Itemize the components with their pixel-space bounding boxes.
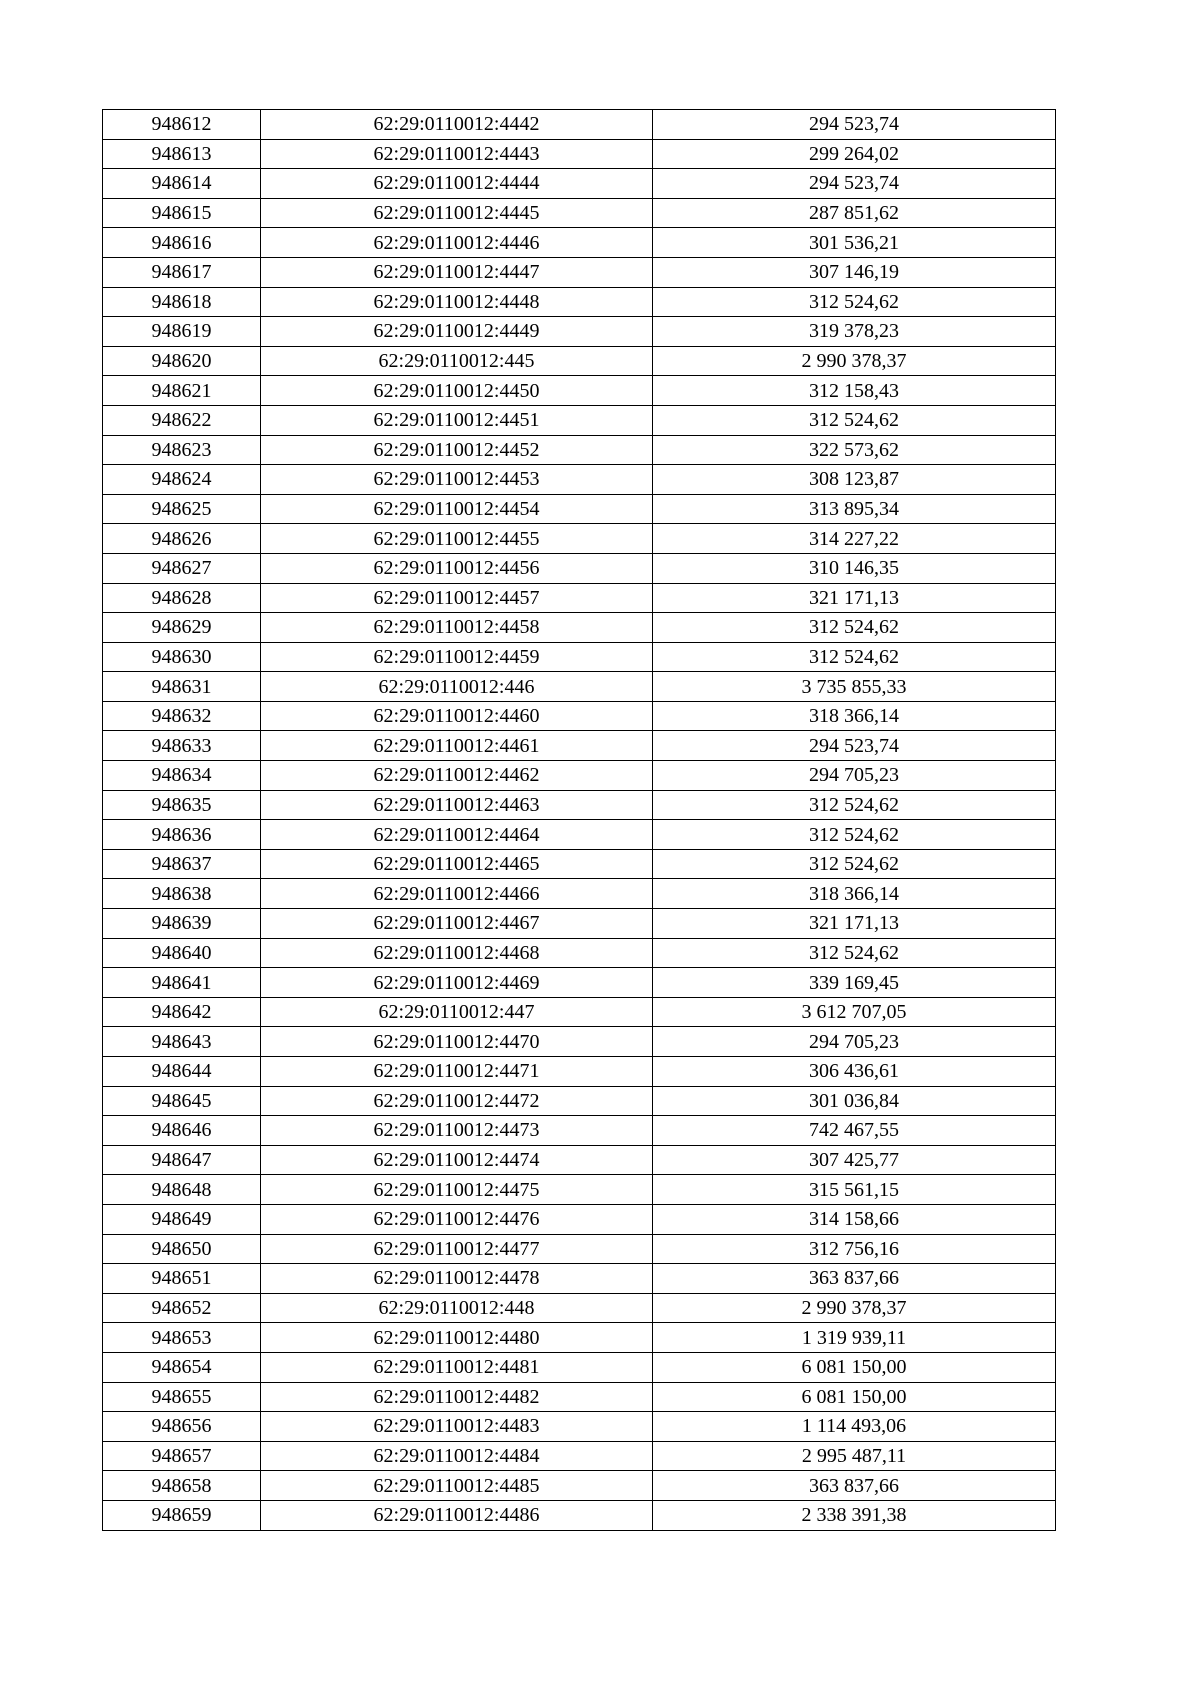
row-number-cell: 948623: [103, 435, 261, 465]
table-row: [103, 820, 1056, 850]
cadastral-value-cell: 312 524,62: [653, 849, 1056, 879]
row-number-cell: 948638: [103, 879, 261, 909]
cadastral-number-cell: 62:29:0110012:4464: [261, 820, 653, 850]
cadastral-number-cell: 62:29:0110012:4475: [261, 1175, 653, 1205]
table-row: [103, 672, 1056, 702]
table-row: [103, 435, 1056, 465]
table-row: [103, 494, 1056, 524]
cadastral-value-cell: 294 523,74: [653, 110, 1056, 140]
row-number-cell: 948617: [103, 257, 261, 287]
table-row: [103, 1323, 1056, 1353]
table-row: [103, 909, 1056, 939]
cadastral-number-cell: 62:29:0110012:4448: [261, 287, 653, 317]
table-row: [103, 169, 1056, 199]
cadastral-number-cell: 62:29:0110012:4476: [261, 1204, 653, 1234]
cadastral-value-cell: 294 523,74: [653, 169, 1056, 199]
table-row: [103, 376, 1056, 406]
cadastral-number-cell: 62:29:0110012:4471: [261, 1057, 653, 1087]
cadastral-value-cell: 301 036,84: [653, 1086, 1056, 1116]
row-number-cell: 948620: [103, 346, 261, 376]
cadastral-value-cell: 313 895,34: [653, 494, 1056, 524]
cadastral-number-cell: 62:29:0110012:4460: [261, 701, 653, 731]
cadastral-value-cell: 2 338 391,38: [653, 1500, 1056, 1530]
row-number-cell: 948652: [103, 1293, 261, 1323]
table-row: [103, 642, 1056, 672]
cadastral-value-cell: 314 158,66: [653, 1204, 1056, 1234]
cadastral-number-cell: 62:29:0110012:4443: [261, 139, 653, 169]
cadastral-number-cell: 62:29:0110012:446: [261, 672, 653, 702]
cadastral-value-cell: 301 536,21: [653, 228, 1056, 258]
row-number-cell: 948648: [103, 1175, 261, 1205]
cadastral-number-cell: 62:29:0110012:4472: [261, 1086, 653, 1116]
table-row: [103, 1471, 1056, 1501]
cadastral-value-cell: 321 171,13: [653, 583, 1056, 613]
cadastral-number-cell: 62:29:0110012:445: [261, 346, 653, 376]
cadastral-number-cell: 62:29:0110012:4451: [261, 405, 653, 435]
cadastral-value-cell: 3 735 855,33: [653, 672, 1056, 702]
cadastral-number-cell: 62:29:0110012:4445: [261, 198, 653, 228]
table-row: [103, 1175, 1056, 1205]
cadastral-value-table: [102, 109, 1056, 1531]
row-number-cell: 948650: [103, 1234, 261, 1264]
cadastral-number-cell: 62:29:0110012:4453: [261, 465, 653, 495]
table-row: [103, 465, 1056, 495]
table-row: [103, 1086, 1056, 1116]
cadastral-number-cell: 62:29:0110012:4459: [261, 642, 653, 672]
row-number-cell: 948619: [103, 317, 261, 347]
table-row: [103, 1027, 1056, 1057]
cadastral-number-cell: 62:29:0110012:447: [261, 997, 653, 1027]
cadastral-number-cell: 62:29:0110012:4478: [261, 1264, 653, 1294]
cadastral-number-cell: 62:29:0110012:4474: [261, 1145, 653, 1175]
cadastral-value-cell: 314 227,22: [653, 524, 1056, 554]
cadastral-number-cell: 62:29:0110012:4458: [261, 613, 653, 643]
table-row: [103, 1057, 1056, 1087]
cadastral-value-cell: 1 319 939,11: [653, 1323, 1056, 1353]
row-number-cell: 948646: [103, 1116, 261, 1146]
cadastral-number-cell: 62:29:0110012:4461: [261, 731, 653, 761]
cadastral-number-cell: 62:29:0110012:4442: [261, 110, 653, 140]
table-row: [103, 287, 1056, 317]
cadastral-number-cell: 62:29:0110012:4447: [261, 257, 653, 287]
cadastral-value-cell: 312 524,62: [653, 642, 1056, 672]
row-number-cell: 948656: [103, 1412, 261, 1442]
cadastral-value-cell: 294 523,74: [653, 731, 1056, 761]
table-row: [103, 1204, 1056, 1234]
cadastral-value-cell: 294 705,23: [653, 1027, 1056, 1057]
row-number-cell: 948627: [103, 553, 261, 583]
row-number-cell: 948658: [103, 1471, 261, 1501]
table-row: [103, 405, 1056, 435]
row-number-cell: 948645: [103, 1086, 261, 1116]
table-row: [103, 583, 1056, 613]
row-number-cell: 948632: [103, 701, 261, 731]
table-row: [103, 1293, 1056, 1323]
cadastral-number-cell: 62:29:0110012:4484: [261, 1441, 653, 1471]
table-row: [103, 761, 1056, 791]
cadastral-value-cell: 3 612 707,05: [653, 997, 1056, 1027]
cadastral-value-cell: 318 366,14: [653, 879, 1056, 909]
table-row: [103, 198, 1056, 228]
table-row: [103, 731, 1056, 761]
row-number-cell: 948637: [103, 849, 261, 879]
table-row: [103, 317, 1056, 347]
row-number-cell: 948657: [103, 1441, 261, 1471]
cadastral-value-cell: 312 524,62: [653, 938, 1056, 968]
cadastral-value-cell: 319 378,23: [653, 317, 1056, 347]
table-row: [103, 553, 1056, 583]
row-number-cell: 948626: [103, 524, 261, 554]
table-row: [103, 701, 1056, 731]
table-row: [103, 1116, 1056, 1146]
cadastral-value-cell: 306 436,61: [653, 1057, 1056, 1087]
row-number-cell: 948653: [103, 1323, 261, 1353]
row-number-cell: 948639: [103, 909, 261, 939]
cadastral-value-cell: 312 524,62: [653, 405, 1056, 435]
cadastral-value-cell: 6 081 150,00: [653, 1352, 1056, 1382]
table-row: [103, 110, 1056, 140]
row-number-cell: 948641: [103, 968, 261, 998]
table-row: [103, 849, 1056, 879]
cadastral-value-cell: 307 425,77: [653, 1145, 1056, 1175]
row-number-cell: 948616: [103, 228, 261, 258]
row-number-cell: 948634: [103, 761, 261, 791]
row-number-cell: 948615: [103, 198, 261, 228]
cadastral-number-cell: 62:29:0110012:4457: [261, 583, 653, 613]
cadastral-number-cell: 62:29:0110012:4485: [261, 1471, 653, 1501]
cadastral-value-cell: 315 561,15: [653, 1175, 1056, 1205]
cadastral-number-cell: 62:29:0110012:4481: [261, 1352, 653, 1382]
row-number-cell: 948612: [103, 110, 261, 140]
cadastral-value-cell: 312 756,16: [653, 1234, 1056, 1264]
table-row: [103, 997, 1056, 1027]
cadastral-number-cell: 62:29:0110012:4454: [261, 494, 653, 524]
row-number-cell: 948614: [103, 169, 261, 199]
cadastral-number-cell: 62:29:0110012:4470: [261, 1027, 653, 1057]
cadastral-value-cell: 363 837,66: [653, 1471, 1056, 1501]
cadastral-value-cell: 2 995 487,11: [653, 1441, 1056, 1471]
table-row: [103, 1145, 1056, 1175]
row-number-cell: 948649: [103, 1204, 261, 1234]
cadastral-value-cell: 294 705,23: [653, 761, 1056, 791]
cadastral-number-cell: 62:29:0110012:4477: [261, 1234, 653, 1264]
row-number-cell: 948622: [103, 405, 261, 435]
cadastral-value-cell: 299 264,02: [653, 139, 1056, 169]
cadastral-value-cell: 363 837,66: [653, 1264, 1056, 1294]
table-row: [103, 1500, 1056, 1530]
row-number-cell: 948629: [103, 613, 261, 643]
cadastral-number-cell: 62:29:0110012:4483: [261, 1412, 653, 1442]
cadastral-value-cell: 287 851,62: [653, 198, 1056, 228]
cadastral-number-cell: 62:29:0110012:4480: [261, 1323, 653, 1353]
cadastral-value-cell: 322 573,62: [653, 435, 1056, 465]
cadastral-value-cell: 312 158,43: [653, 376, 1056, 406]
cadastral-value-cell: 6 081 150,00: [653, 1382, 1056, 1412]
row-number-cell: 948625: [103, 494, 261, 524]
cadastral-number-cell: 62:29:0110012:4456: [261, 553, 653, 583]
cadastral-value-cell: 310 146,35: [653, 553, 1056, 583]
cadastral-value-cell: 2 990 378,37: [653, 346, 1056, 376]
table-row: [103, 1234, 1056, 1264]
cadastral-number-cell: 62:29:0110012:4455: [261, 524, 653, 554]
table-row: [103, 968, 1056, 998]
row-number-cell: 948613: [103, 139, 261, 169]
row-number-cell: 948659: [103, 1500, 261, 1530]
cadastral-value-cell: 308 123,87: [653, 465, 1056, 495]
table-row: [103, 1412, 1056, 1442]
row-number-cell: 948655: [103, 1382, 261, 1412]
cadastral-number-cell: 62:29:0110012:4450: [261, 376, 653, 406]
row-number-cell: 948636: [103, 820, 261, 850]
table-row: [103, 228, 1056, 258]
cadastral-number-cell: 62:29:0110012:4446: [261, 228, 653, 258]
cadastral-number-cell: 62:29:0110012:448: [261, 1293, 653, 1323]
cadastral-value-cell: 312 524,62: [653, 287, 1056, 317]
cadastral-number-cell: 62:29:0110012:4444: [261, 169, 653, 199]
cadastral-number-cell: 62:29:0110012:4449: [261, 317, 653, 347]
row-number-cell: 948624: [103, 465, 261, 495]
cadastral-value-cell: 312 524,62: [653, 613, 1056, 643]
table-row: [103, 938, 1056, 968]
row-number-cell: 948621: [103, 376, 261, 406]
cadastral-number-cell: 62:29:0110012:4452: [261, 435, 653, 465]
cadastral-number-cell: 62:29:0110012:4468: [261, 938, 653, 968]
row-number-cell: 948642: [103, 997, 261, 1027]
cadastral-value-cell: 339 169,45: [653, 968, 1056, 998]
table-row: [103, 790, 1056, 820]
cadastral-value-cell: 307 146,19: [653, 257, 1056, 287]
table-row: [103, 1264, 1056, 1294]
table-row: [103, 139, 1056, 169]
table-row: [103, 1441, 1056, 1471]
cadastral-number-cell: 62:29:0110012:4467: [261, 909, 653, 939]
cadastral-number-cell: 62:29:0110012:4469: [261, 968, 653, 998]
cadastral-number-cell: 62:29:0110012:4486: [261, 1500, 653, 1530]
table-row: [103, 1352, 1056, 1382]
row-number-cell: 948654: [103, 1352, 261, 1382]
row-number-cell: 948647: [103, 1145, 261, 1175]
table-row: [103, 613, 1056, 643]
cadastral-value-cell: 2 990 378,37: [653, 1293, 1056, 1323]
table-row: [103, 524, 1056, 554]
row-number-cell: 948631: [103, 672, 261, 702]
cadastral-value-cell: 312 524,62: [653, 790, 1056, 820]
table-row: [103, 1382, 1056, 1412]
row-number-cell: 948618: [103, 287, 261, 317]
row-number-cell: 948628: [103, 583, 261, 613]
cadastral-value-cell: 312 524,62: [653, 820, 1056, 850]
cadastral-number-cell: 62:29:0110012:4466: [261, 879, 653, 909]
row-number-cell: 948633: [103, 731, 261, 761]
table-body: [103, 110, 1056, 1531]
table-row: [103, 879, 1056, 909]
cadastral-value-cell: 742 467,55: [653, 1116, 1056, 1146]
table-row: [103, 257, 1056, 287]
table-row: [103, 346, 1056, 376]
cadastral-number-cell: 62:29:0110012:4473: [261, 1116, 653, 1146]
row-number-cell: 948643: [103, 1027, 261, 1057]
cadastral-number-cell: 62:29:0110012:4463: [261, 790, 653, 820]
row-number-cell: 948640: [103, 938, 261, 968]
cadastral-value-cell: 318 366,14: [653, 701, 1056, 731]
cadastral-value-cell: 321 171,13: [653, 909, 1056, 939]
cadastral-number-cell: 62:29:0110012:4465: [261, 849, 653, 879]
cadastral-value-cell: 1 114 493,06: [653, 1412, 1056, 1442]
row-number-cell: 948630: [103, 642, 261, 672]
row-number-cell: 948651: [103, 1264, 261, 1294]
row-number-cell: 948644: [103, 1057, 261, 1087]
cadastral-number-cell: 62:29:0110012:4482: [261, 1382, 653, 1412]
cadastral-number-cell: 62:29:0110012:4462: [261, 761, 653, 791]
row-number-cell: 948635: [103, 790, 261, 820]
